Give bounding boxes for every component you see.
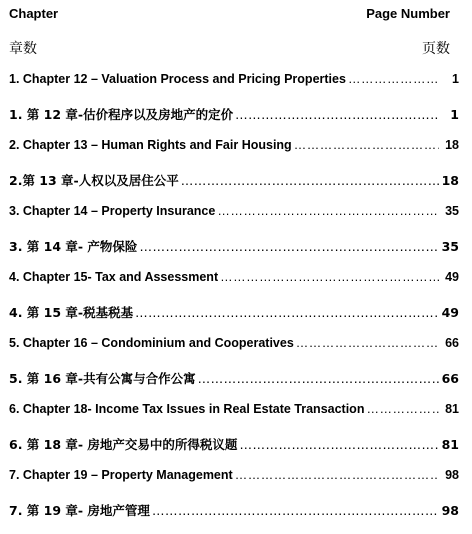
toc-entry-page-number: 18 [441, 173, 459, 188]
toc-entry[interactable] [9, 501, 459, 534]
toc-entry[interactable] [9, 270, 459, 303]
toc-entry[interactable] [9, 171, 459, 204]
toc-dot-leader [235, 468, 439, 482]
toc-entry-page-number: 66 [441, 371, 459, 386]
chapter-column-header: Chapter [9, 6, 59, 21]
page-number-column-header: Page Number [366, 6, 450, 21]
toc-entry-page-number: 35 [445, 204, 459, 218]
toc-entry[interactable] [9, 336, 459, 369]
table-of-contents [9, 72, 459, 534]
toc-entry-page-number: 49 [441, 305, 459, 320]
toc-entry-page-number: 98 [441, 503, 459, 518]
toc-entry-title: 3. 第 14 章- 产物保险 [9, 239, 138, 254]
toc-entry-page-number: 66 [445, 336, 459, 350]
toc-entry-title: 4. 第 15 章-税基税基 [9, 305, 134, 320]
toc-entry[interactable] [9, 468, 459, 501]
toc-entry-page-number: 98 [445, 468, 459, 482]
toc-entry-title: 5. 第 16 章-共有公寓与合作公寓 [9, 371, 196, 386]
toc-entry-title: 6. Chapter 18- Income Tax Issues in Real Estate Transaction [9, 402, 365, 416]
toc-dot-leader [294, 138, 439, 152]
toc-entry-title: 7. Chapter 19 – Property Management [9, 468, 233, 482]
toc-entry-title: 2. Chapter 13 – Human Rights and Fair Housing [9, 138, 292, 152]
toc-dot-leader [235, 107, 439, 122]
toc-entry-page-number: 1 [450, 107, 459, 122]
toc-dot-leader [181, 173, 439, 188]
toc-entry-page-number: 18 [445, 138, 459, 152]
toc-dot-leader [217, 204, 439, 218]
toc-entry[interactable] [9, 303, 459, 336]
toc-entry-title: 2.第 13 章-人权以及居住公平 [9, 173, 179, 188]
toc-dot-leader [296, 336, 439, 350]
header-row-english [9, 6, 450, 21]
toc-entry[interactable] [9, 138, 459, 171]
toc-dot-leader [366, 402, 439, 416]
header-row-chinese [9, 38, 450, 58]
toc-entry-page-number: 81 [445, 402, 459, 416]
toc-entry[interactable] [9, 204, 459, 237]
toc-dot-leader [198, 371, 439, 386]
toc-entry-title: 5. Chapter 16 – Condominium and Cooperatives [9, 336, 294, 350]
toc-entry[interactable] [9, 105, 459, 138]
toc-entry[interactable] [9, 369, 459, 402]
chapter-column-header-zh: 章数 [9, 41, 37, 57]
toc-entry-title: 7. 第 19 章- 房地产管理 [9, 503, 150, 518]
toc-entry[interactable] [9, 237, 459, 270]
toc-entry[interactable] [9, 402, 459, 435]
toc-entry-page-number: 81 [441, 437, 459, 452]
toc-entry[interactable] [9, 435, 459, 468]
toc-dot-leader [135, 305, 439, 320]
toc-dot-leader [239, 437, 439, 452]
toc-entry-title: 1. Chapter 12 – Valuation Process and Pricing Properties [9, 72, 346, 86]
toc-entry-title: 4. Chapter 15- Tax and Assessment [9, 270, 219, 284]
toc-entry-title: 3. Chapter 14 – Property Insurance [9, 204, 216, 218]
toc-dot-leader [152, 503, 439, 518]
toc-dot-leader [348, 72, 439, 86]
toc-entry[interactable] [9, 72, 459, 105]
toc-entry-title: 6. 第 18 章- 房地产交易中的所得税议题 [9, 437, 238, 452]
toc-entry-page-number: 35 [441, 239, 459, 254]
toc-entry-page-number: 49 [445, 270, 459, 284]
page-number-column-header-zh: 页数 [422, 41, 450, 57]
toc-entry-title: 1. 第 12 章-估价程序以及房地产的定价 [9, 107, 234, 122]
toc-dot-leader [220, 270, 439, 284]
toc-entry-page-number: 1 [452, 72, 459, 86]
toc-dot-leader [139, 239, 439, 254]
